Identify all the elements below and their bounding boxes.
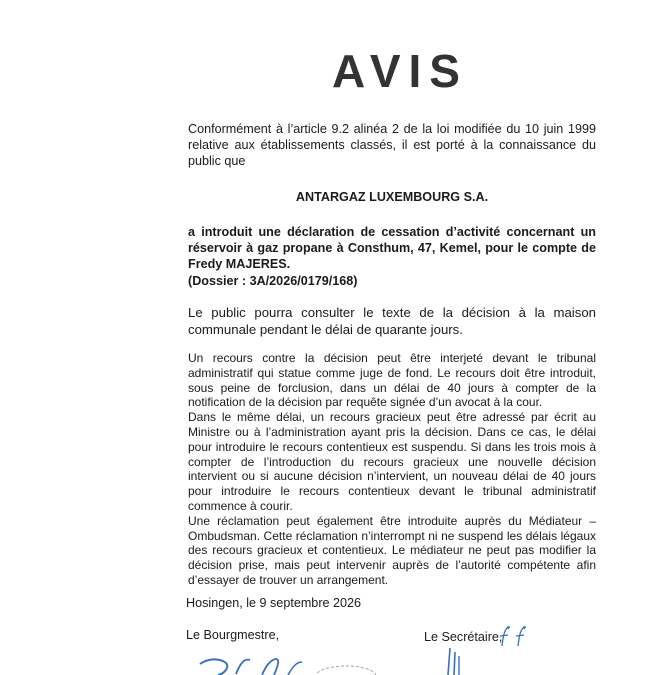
secretary-initials-signature — [494, 624, 534, 648]
notice-title: AVIS — [332, 45, 468, 97]
public-consultation-paragraph: Le public pourra consulter le texte de la décision à la maison communale pendant le délai de quarante jours. — [188, 305, 596, 337]
appeal-paragraph-ombudsman: Une réclamation peut également être introduite auprès du Médiateur – Ombudsman. Cette réclamation n’interrompt ni ne suspend les délais légaux des recours gracieux et contentieux. Le médiateur ne peut pas modifier la décision prise, mais peut intervenir auprès de l’autorité compétente afin d’essayer de trouver un arrangement. — [188, 513, 596, 587]
intro-paragraph: Conformément à l’article 9.2 alinéa 2 de la loi modifiée du 10 juin 1999 relative aux établissements classés, il est porté à la connaissance du public que — [188, 122, 596, 169]
place-and-date: Hosingen, le 9 septembre 2026 — [186, 596, 362, 610]
secretary-label: Le Secrétaire, — [424, 630, 503, 644]
declaration-paragraph — [188, 224, 596, 289]
appeal-paragraph-court: Un recours contre la décision peut être interjeté devant le tribunal administratif qui statue comme juge de fond. Le recours doit être introduit, sous peine de forclusion, dans un délai de 40 jours à compter de la notification de la décision par requête signée d’un avocat à la cour. — [188, 351, 596, 410]
company-name: ANTARGAZ LUXEMBOURG S.A. — [295, 190, 489, 204]
dossier-reference: (Dossier : 3A/2026/0179/168) — [188, 273, 358, 288]
appeal-paragraph-gracious: Dans le même délai, un recours gracieux peut être adressé par écrit au Ministre ou à l’administration ayant pris la décision. Dans ce cas, le délai pour introduire le recours contentieux est suspendu. Si dans les trois mois à compter de l’introduction du recours gracieux une nouvelle décision intervient ou si aucune décision n’intervient, un nouveau délai de 40 jours pour introduire le recours contentieux devant le tribunal administratif commence à courir. — [188, 410, 596, 513]
declaration-text: a introduit une déclaration de cessation d’activité concernant un réservoir à gaz propane à Consthum, 47, Kemel, pour le compte de Fredy MAJERES. — [188, 225, 596, 272]
appeal-section — [188, 351, 596, 588]
mayor-label: Le Bourgmestre, — [186, 628, 280, 642]
mayor-signature — [196, 654, 376, 675]
secretary-signature — [440, 646, 470, 675]
